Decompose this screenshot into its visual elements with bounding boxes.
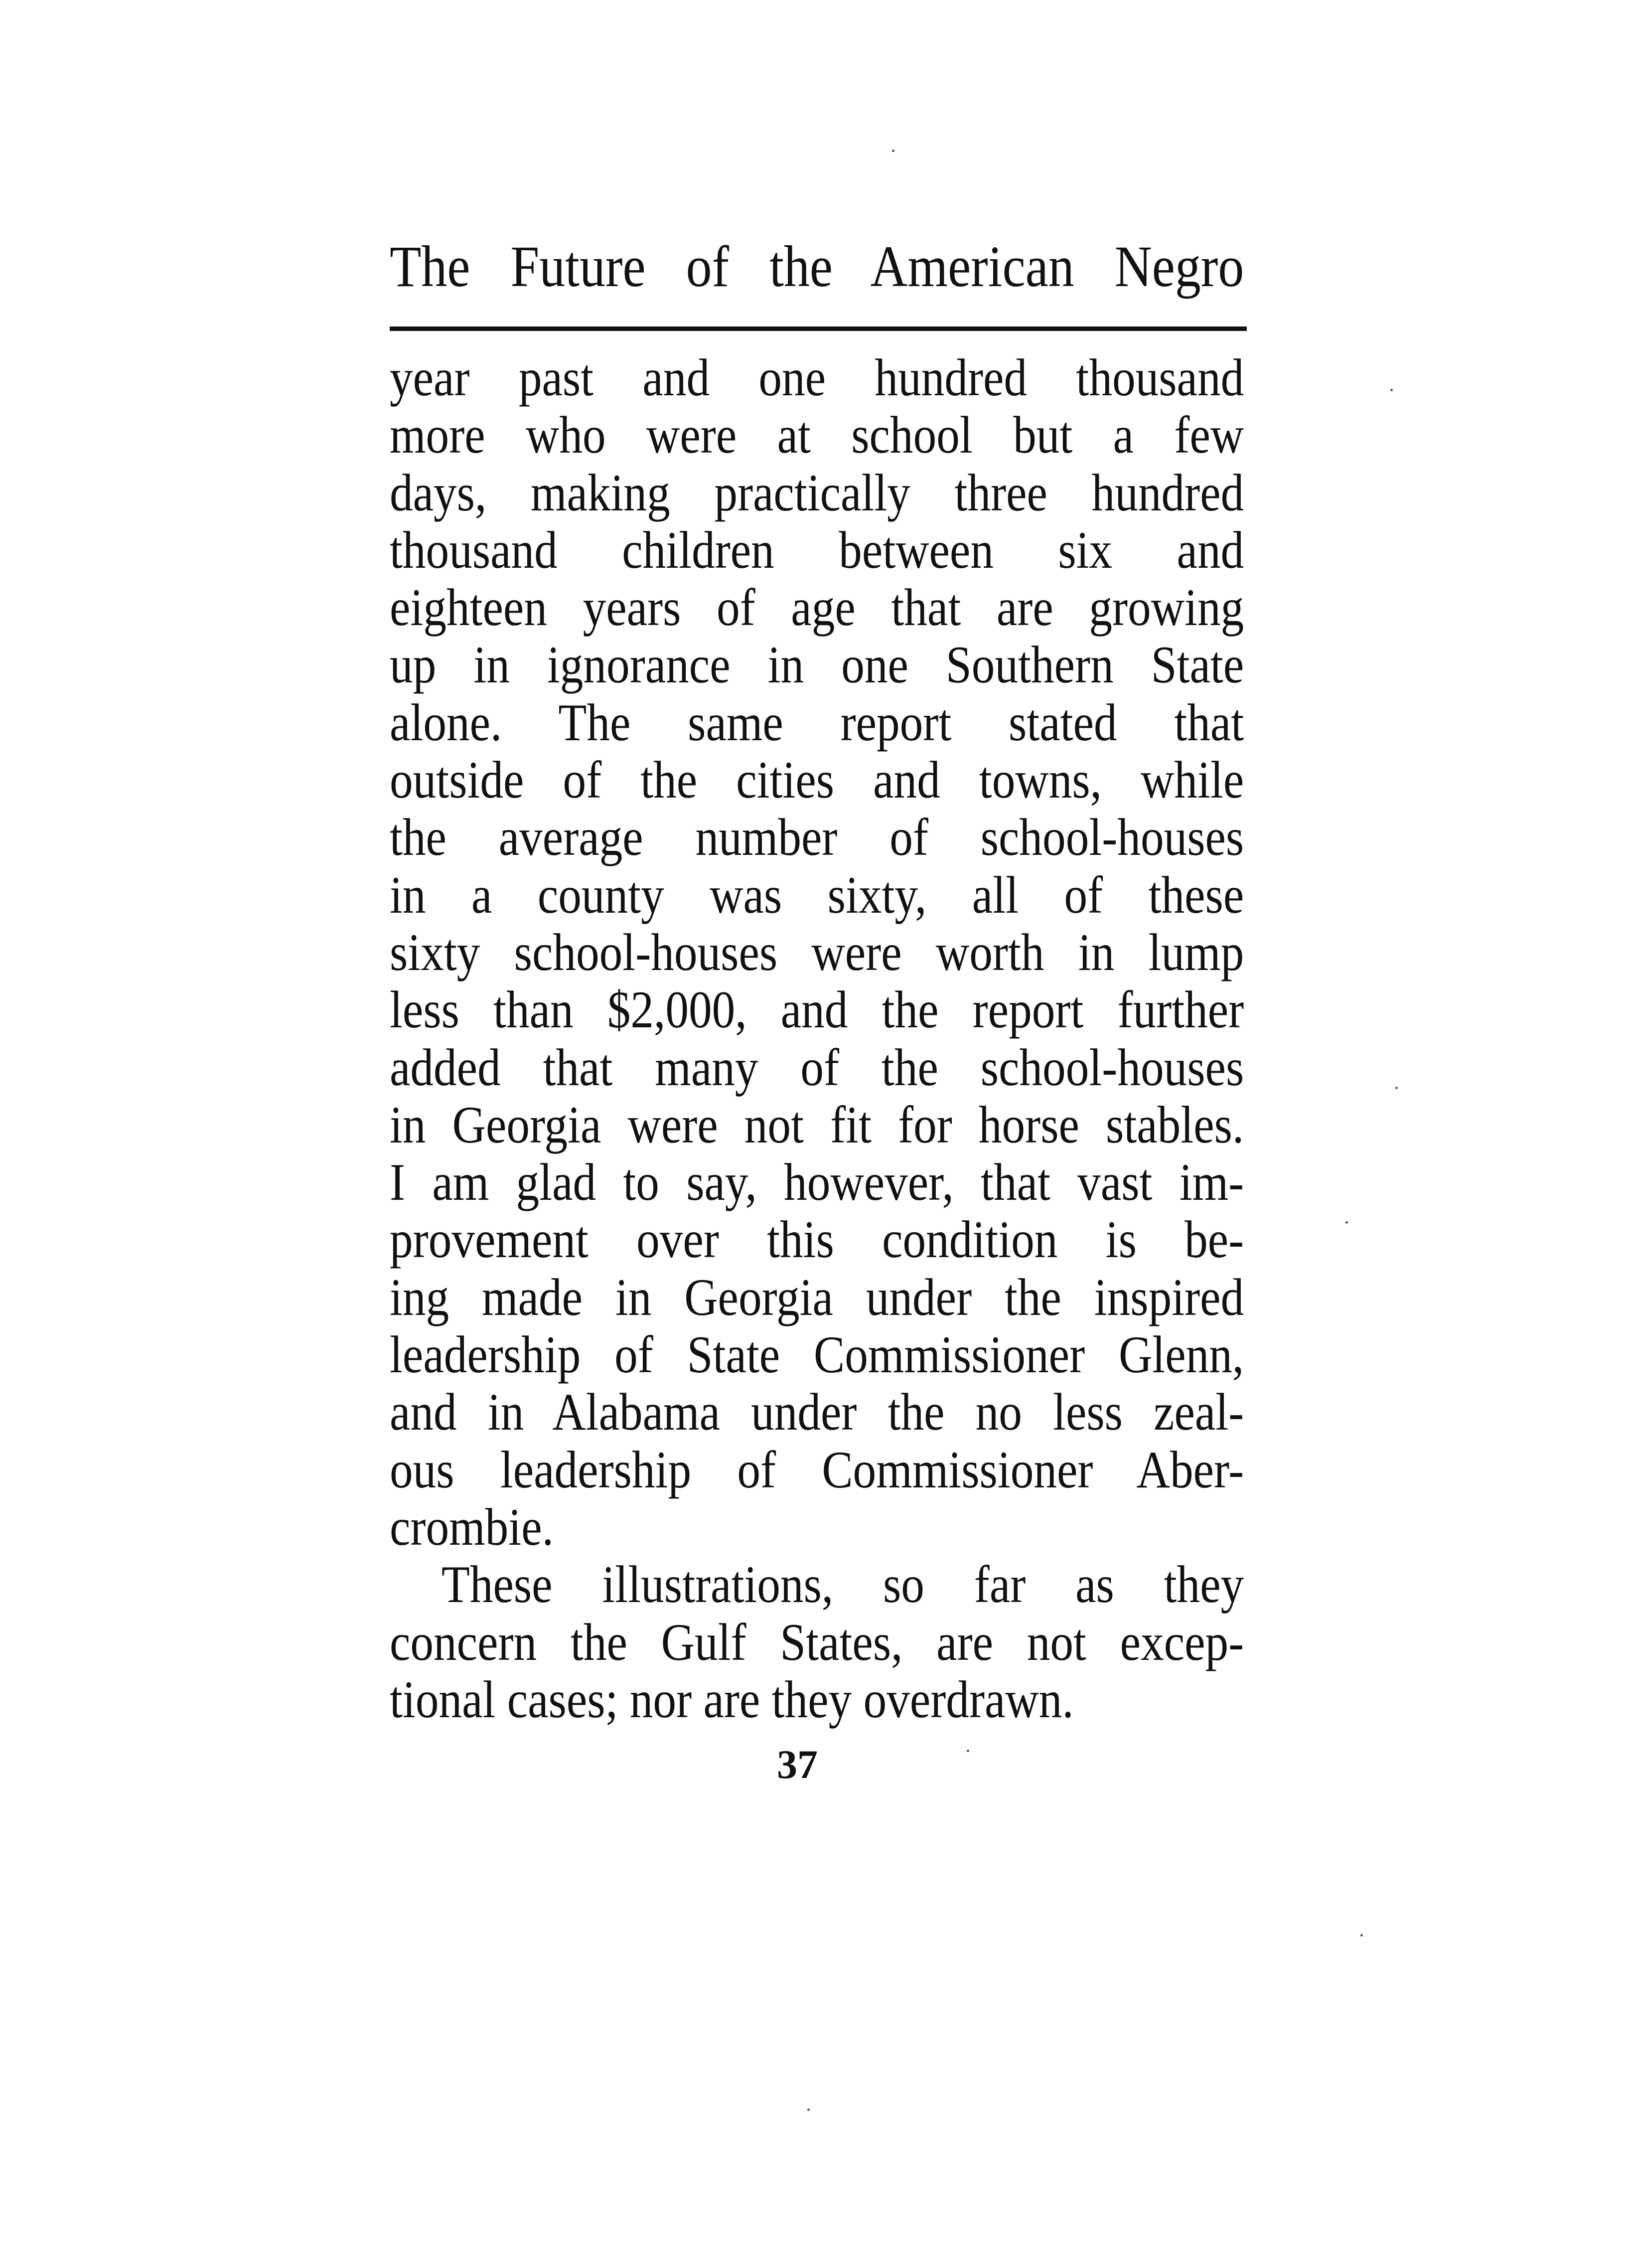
scan-speck [1345, 1221, 1348, 1224]
text-line: alone. The same report stated that [390, 693, 1244, 752]
text-line: and in Alabama under the no less zeal- [390, 1383, 1244, 1442]
text-line: in Georgia were not fit for horse stables. [390, 1095, 1244, 1154]
text-line: days, making practically three hundred [390, 463, 1244, 522]
text-line: ing made in Georgia under the inspired [390, 1268, 1244, 1326]
running-head: The Future of the American Negro [390, 234, 1244, 299]
text-line: thousand children between six and [390, 520, 1244, 579]
text-line: concern the Gulf States, are not excep- [390, 1613, 1244, 1671]
page-number: 37 [777, 1742, 818, 1787]
header-rule [390, 326, 1247, 331]
text-line: outside of the cities and towns, while [390, 751, 1244, 810]
text-line: crombie. [390, 1497, 554, 1556]
text-line: tional cases; nor are they overdrawn. [390, 1670, 1074, 1729]
text-line: added that many of the school-houses [390, 1038, 1244, 1097]
scan-speck [1360, 1934, 1363, 1937]
scan-speck [892, 150, 894, 152]
text-line: leadership of State Commissioner Glenn, [390, 1325, 1244, 1384]
text-line: the average number of school-houses [390, 808, 1244, 867]
text-line: These illustrations, so far as they [441, 1555, 1244, 1614]
scan-speck [1395, 1087, 1398, 1089]
text-line: up in ignorance in one Southern State [390, 636, 1244, 694]
text-line: eighteen years of age that are growing [390, 578, 1244, 637]
text-line: provement over this condition is be- [390, 1210, 1244, 1269]
scan-speck [807, 2108, 810, 2111]
text-line: less than $2,000, and the report further [390, 980, 1244, 1039]
text-line: sixty school-houses were worth in lump [390, 923, 1244, 981]
text-line: year past and one hundred thousand [390, 348, 1244, 407]
body-text [390, 349, 1244, 1728]
text-line: in a county was sixty, all of these [390, 865, 1244, 924]
scan-speck [1390, 389, 1393, 391]
scan-speck [967, 1750, 969, 1752]
text-line: more who were at school but a few [390, 406, 1244, 465]
text-line: ous leadership of Commissioner Aber- [390, 1440, 1244, 1499]
text-line: I am glad to say, however, that vast im- [390, 1153, 1244, 1212]
